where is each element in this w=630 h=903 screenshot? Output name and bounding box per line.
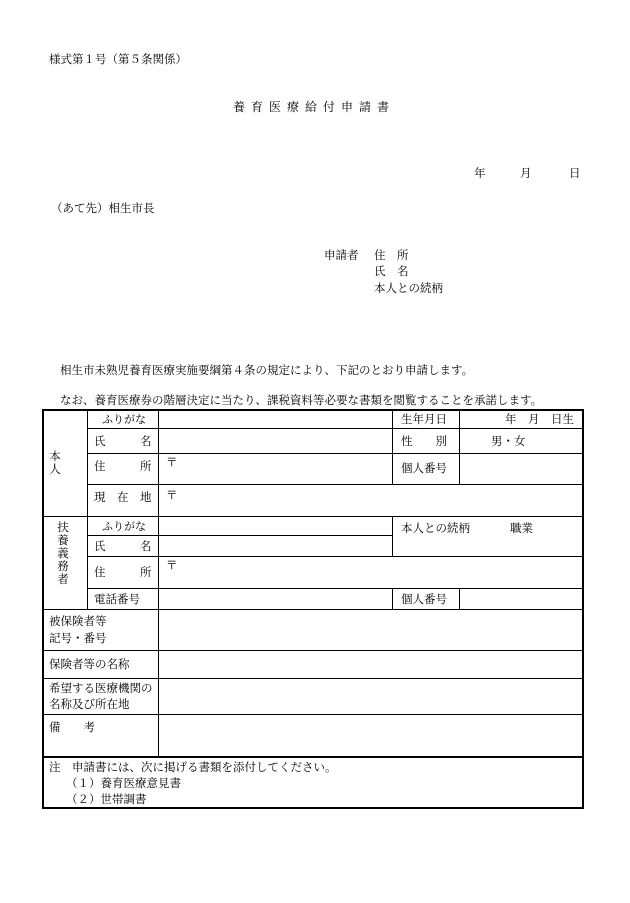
page-title: 養育医療給付申請書: [233, 100, 396, 114]
birthdate-label: 生年月日: [401, 412, 447, 426]
notes-item-1: （１）養育医療意見書: [66, 776, 181, 790]
person-section-label: 本人: [49, 449, 61, 476]
date-month-label: 月: [520, 166, 532, 180]
person-name-label: 氏 名: [94, 434, 152, 448]
date-day-label: 日: [569, 166, 581, 180]
applicant-label: 申請者: [324, 248, 359, 262]
guardian-personal-number-label: 個人番号: [401, 592, 447, 606]
person-current-address-postal: 〒: [166, 488, 178, 502]
notes-item-2: （２）世帯調書: [66, 792, 147, 806]
addressee: （あて先）相生市長: [51, 201, 155, 215]
body-line-2: なお、養育医療券の階層決定に当たり、課税資料等必要な書類を閲覧することを承諾します。: [60, 393, 543, 407]
person-address-postal: 〒: [166, 455, 178, 469]
person-personal-number-label: 個人番号: [401, 461, 447, 475]
insured-label-line2: 記号・番号: [49, 631, 107, 645]
date-year-label: 年: [474, 166, 486, 180]
insured-label-line1: 被保険者等: [49, 614, 107, 628]
desired-institution-line2: 名称及び所在地: [49, 697, 130, 711]
remarks-label: 備 考: [49, 720, 95, 734]
guardian-name-label: 氏 名: [94, 539, 152, 553]
guardian-section-label: 扶養義務者: [57, 520, 69, 586]
guardian-relation-label: 本人との続柄: [401, 521, 470, 535]
gender-label: 性 別: [401, 434, 447, 448]
applicant-name-label: 氏 名: [374, 264, 409, 278]
gender-value: 男・女: [491, 434, 526, 448]
notes-heading: 注 申請書には、次に掲げる書類を添付してください。: [49, 760, 337, 774]
guardian-phone-label: 電話番号: [94, 592, 140, 606]
guardian-occupation-label: 職業: [510, 521, 533, 535]
desired-institution-line1: 希望する医療機関の: [49, 681, 153, 695]
body-line-1: 相生市未熟児養育医療実施要綱第４条の規定により、下記のとおり申請します。: [60, 363, 474, 377]
form-number: 様式第１号（第５条関係）: [49, 52, 187, 66]
guardian-furigana-label: ふりがな: [102, 520, 146, 533]
person-current-address-label: 現 在 地: [94, 490, 152, 504]
person-furigana-label: ふりがな: [102, 413, 146, 426]
guardian-address-postal: 〒: [166, 558, 178, 572]
applicant-relation-label: 本人との続柄: [374, 281, 443, 295]
birthdate-value: 年 月 日生: [505, 412, 574, 426]
guardian-address-label: 住 所: [94, 565, 152, 579]
applicant-address-label: 住 所: [374, 248, 409, 262]
person-address-label: 住 所: [94, 459, 152, 473]
insurer-name-label: 保険者等の名称: [49, 657, 130, 671]
